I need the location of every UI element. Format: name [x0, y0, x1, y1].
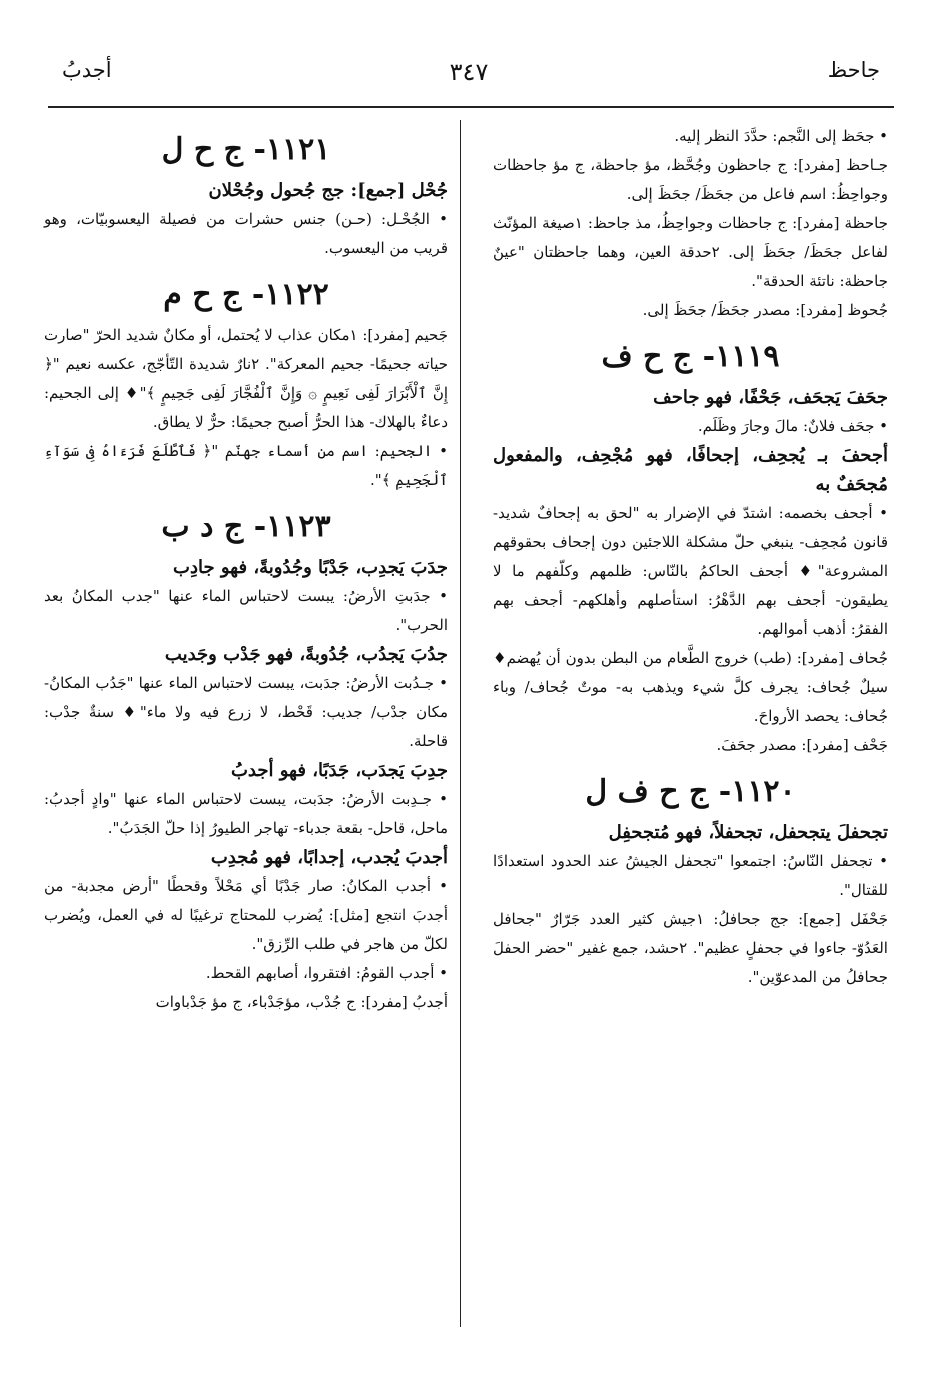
entry-text: • أجدب المكانُ: صار جَدْبًا أي مَحْلاً وقحطًا "أرض مجدبة- من أجدبَ انتجع [مثل]: يُضرب للمحتاج ترغيبًا له في العمل، ويُضرب لكلّ من هاجر في طلب الرِّزق". — [44, 877, 448, 953]
entry-text: جاحظة [مفرد]: ج جاحظات وجواحِظُ، مذ جاحظ: ١صيغة المؤنّث لفاعل جحَظَ/ جحَظَ إلى. ٢حدقة العين، وهما جاحظتان "عينٌ جاحظة: ناتئة الحدقة". — [493, 214, 888, 290]
headword: جحَفَ يَجحَف، جَحْفًا، فهو جاحف — [653, 387, 888, 408]
section-heading-1123: ١١٢٣- ج د ب — [161, 509, 331, 544]
headword: أجدبَ يُجدب، إجدابًا، فهو مُجدِب — [210, 847, 448, 868]
right-column — [493, 122, 888, 992]
header-rule — [48, 106, 894, 108]
headword: أجحفَ بـ يُجحِف، إجحافًا، فهو مُجْحِف، والمفعول مُجحَفٌ به — [493, 445, 888, 495]
section-heading-1121: ١١٢١- ج ح ل — [161, 132, 331, 167]
section-heading-1120: ١١٢٠- ج ح ف ل — [585, 774, 796, 809]
headword: تجحفلَ يتجحفل، تجحفلاً، فهو مُتجحفِل — [608, 822, 888, 843]
page-number: ٣٤٧ — [449, 58, 489, 86]
header-right-word: جاحظ — [827, 58, 880, 82]
entry-text: • أجدب القومُ: افتقروا، أصابهم القحط. — [205, 964, 448, 982]
entry-text: جَحْفَل [جمع]: جج جحافلُ: ١جيش كثير العدد جَرّارٌ "جحافل العَدُوّ- جاءوا في جحفلٍ عظيم". ٢حشد، جمع غفير "حضر الحفلَ جحافلُ من المدعوّين". — [493, 910, 888, 986]
entry-text: جُحوظ [مفرد]: مصدر جحَظَ/ جحَظَ إلى. — [642, 301, 888, 319]
entry-text: • جـدِبت الأرضُ: جدَبت، يبست لاحتباس الماء عنها "وادٍ أجدبُ: ماحل، قاحل- بقعة جدباء- تهاجر الطيورُ إذا حلّ الجَدَبُ". — [44, 790, 448, 837]
entry-text: جُحاف [مفرد]: (طب) خروج الطَّعام من البطن بدون أن يُهضم♦ سيلٌ جُحاف: يجرف كلَّ شيء ويذهب به- موتٌ جُحاف/ وباء جُحاف: يحصد الأرواحَ. — [493, 649, 888, 725]
entry-text: جَحيم [مفرد]: ١مكان عذاب لا يُحتمل، أو مكانٌ شديد الحرّ "صارت حياته جحيمًا- جحيم المعركة". ٢نارٌ شديدة التّأجّج، عكسه نعيم "﴿ إِنَّ ٱلْأَبْرَارَ لَفِى نَعِيمٍ ۞ وَإِنَّ ٱلْفُجَّارَ لَفِى جَحِيمٍ ﴾"♦ إلى الجحيم: دعاءٌ بالهلاك- هذا الحرُّ أصبح جحيمًا: حرٌّ لا يطاق. — [44, 326, 448, 431]
entry-text: • تجحفل النّاسُ: اجتمعوا "تجحفل الجيشُ عند الحدود استعدادًا للقتال". — [493, 852, 888, 899]
entry-text: • الجحيم: اسم من أسماء جهنّم "﴿ فَٱطَّلَعَ فَرَءَاهُ فِى سَوَآءِ ٱلْجَحِيمِ ﴾". — [44, 442, 448, 489]
entry-text: • أجحف بخصمه: اشتدّ في الإضرار به "لحق به إجحافٌ شديد- قانون مُجحِف- ينبغي حلّ مشكلة اللاجئين دون إجحاف بحقوقهم المشروعة"♦ أجحف الحاكمُ بالنّاس: ظلمهم وكلّفهم ما لا يطيقون- أجحف بهم الدَّهْرُ: استأصلهم وأهلكهم- أجحف بهم الفقرُ: أذهب أموالهم. — [493, 504, 888, 638]
header-left-word: أجدبُ — [62, 58, 112, 82]
entry-text: جـاحظ [مفرد]: ج جاحظون وجُحَّظ، مؤ جاحظة، ج مؤ جاحظات وجواحِظُ: اسم فاعل من جحَظَ/ جحَظَ إلى. — [493, 156, 888, 203]
column-divider — [460, 120, 461, 1327]
entry-text: جَحْف [مفرد]: مصدر جحَفَ. — [716, 736, 888, 754]
entry-text: • جدَبتِ الأرضُ: يبست لاحتباس الماء عنها "جدب المكانُ بعد الحرب". — [44, 587, 448, 634]
entry-text: • جـدُبت الأرضُ: جدَبت، يبست لاحتباس الماء عنها "جَدُب المكانُ- مكان جدْب/ جديب: قَحْط، لا زرع فيه ولا ماء"♦ سنةٌ جدْب: قاحلة. — [44, 674, 448, 750]
entry-text: • الجُحْـل: (حـن) جنس حشرات من فصيلة اليعسوبيّات، وهو قريب من اليعسوب. — [44, 210, 448, 257]
entry-text: • جحَظ إلى النَّجم: حدَّدَ النظر إليه. — [674, 127, 888, 145]
headword: جدِبَ يَجدَب، جَدَبًا، فهو أجدبُ — [230, 760, 448, 781]
section-heading-1119: ١١١٩- ج ح ف — [601, 339, 780, 374]
left-column — [44, 122, 448, 1017]
headword: جُحْل [جمع]: جج جُحول وجُحْلان — [208, 180, 448, 201]
entry-text: • جحَف فلانٌ: مالَ وجارَ وظَلَم. — [697, 417, 888, 435]
headword: جدُبَ يَجدُب، جُدُوبةً، فهو جَدْب وجَديب — [164, 644, 448, 665]
page-header — [50, 58, 888, 98]
headword: جدَبَ يَجدِب، جَدْبًا وجُدُوبةً، فهو جادِب — [173, 557, 448, 578]
section-heading-1122: ١١٢٢- ج ح م — [163, 277, 329, 312]
entry-text: أجدبُ [مفرد]: ج جُدْب، مؤجَدْباء، ج مؤ جَدْباوات — [155, 993, 448, 1011]
